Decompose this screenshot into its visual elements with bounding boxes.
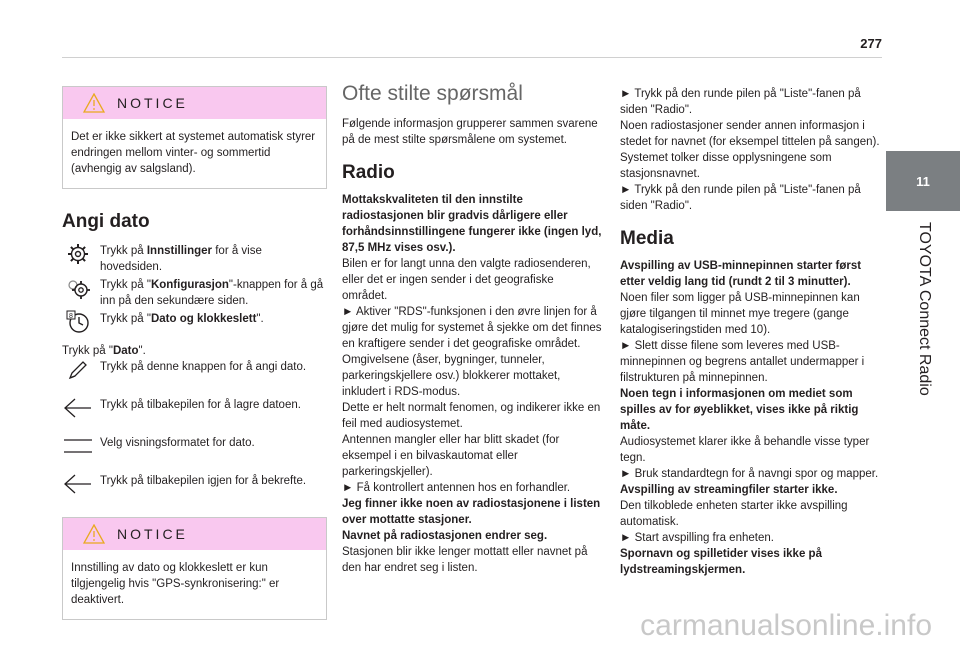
notice-text: Innstilling av dato og klokkeslett er kun tilgjengelig hvis "GPS-synkronisering:" er deaktivert.: [71, 562, 280, 606]
step-text: "-knappen for å gå inn på den sekundære siden.: [100, 279, 324, 307]
faq-answer: Stasjonen blir ikke lenger mottatt eller navnet på den har endret seg i listen.: [342, 546, 588, 574]
faq-answer: Systemet tolker disse opplysningene som stasjonsnavnet.: [620, 152, 832, 180]
faq-answer: ► Trykk på den runde pilen på "Liste"-fanen på siden "Radio".: [620, 88, 861, 116]
step-pencil: [62, 359, 327, 381]
faq-answer: ► Slett disse filene som leveres med USB-minnepinnen og begrens antallet undermapper i filstrukturen på minnepinnen.: [620, 340, 865, 384]
faq-title: Ofte stilte spørsmål: [342, 82, 523, 105]
warning-icon: [83, 524, 105, 544]
faq-intro: Følgende informasjon grupperer sammen svarene på de mest stilte spørsmålene om systemet.: [342, 118, 598, 146]
notice-box-2: [62, 517, 327, 620]
faq-answer: ► Bruk standardtegn for å navngi spor og mapper.: [620, 468, 879, 480]
notice-header: [63, 518, 326, 550]
faq-answer: Dette er helt normalt fenomen, og indikerer ikke en feil med audiosystemet.: [342, 402, 601, 430]
notice-box-1: [62, 86, 327, 189]
chapter-title: [904, 222, 942, 502]
pencil-icon: [67, 359, 89, 381]
faq-answer: Audiosystemet klarer ikke å behandle visse typer tegn.: [620, 436, 870, 464]
clock-calendar-icon: [66, 310, 90, 334]
dato-line-text: ".: [138, 345, 146, 357]
column-3: [620, 86, 882, 578]
step-text-bold: Innstillinger: [146, 245, 213, 257]
warning-icon: [83, 93, 105, 113]
step-text: Trykk på ": [100, 313, 151, 325]
step-date-time: [62, 311, 327, 333]
faq-question: Avspilling av streamingfiler starter ikke.: [620, 484, 838, 496]
faq-answer: ► Få kontrollert antennen hos en forhandler.: [342, 482, 571, 494]
notice-label: NOTICE: [117, 95, 188, 111]
step-text: ".: [256, 313, 264, 325]
step-text: for å vise hovedsiden.: [100, 245, 262, 273]
chapter-title-text: TOYOTA Connect Radio: [916, 222, 933, 396]
svg-text:8: 8: [69, 313, 73, 320]
notice-label: NOTICE: [117, 526, 188, 542]
dato-line-text: Trykk på ": [62, 345, 113, 357]
step-settings: [62, 243, 327, 275]
gear-icon: [67, 243, 89, 265]
section-heading-radio: Radio: [342, 162, 395, 183]
section-heading-angi-dato: Angi dato: [62, 211, 150, 232]
watermark: carmanualsonline.info: [640, 609, 932, 642]
double-gear-icon: [65, 277, 91, 299]
faq-answer: ► Trykk på den runde pilen på "Liste"-fanen på siden "Radio".: [620, 184, 861, 212]
back-arrow-icon: [63, 397, 93, 419]
faq-question: Jeg finner ikke noen av radiostasjonene i listen over mottatte stasjoner.: [342, 498, 601, 526]
faq-answer: Bilen er for langt unna den valgte radiosenderen, eller det er ingen sender i det geografiske området.: [342, 258, 591, 302]
step-text-bold: Dato og klokkeslett: [150, 313, 257, 325]
dato-line: [62, 343, 327, 359]
column-2: [342, 82, 602, 576]
faq-question: Avspilling av USB-minnepinnen starter først etter veldig lang tid (rundt 2 til 3 minutter).: [620, 260, 862, 288]
step-text: Trykk på: [100, 245, 147, 257]
step-configuration: [62, 277, 327, 309]
step-text: Velg visningsformatet for dato.: [100, 437, 255, 449]
faq-answer: Noen filer som ligger på USB-minnepinnen kan gjøre tilgangen til minnet mye tregere (gange katalogiseringstiden med 10).: [620, 292, 860, 336]
step-back-confirm: [62, 473, 327, 495]
back-arrow-icon: [63, 473, 93, 495]
faq-answer: ► Aktiver "RDS"-funksjonen i den øvre linjen for å gjøre det mulig for systemet å sjekke om det finnes en kraftigere sender i det geografiske området.: [342, 306, 602, 350]
faq-answer: Noen radiostasjoner sender annen informasjon i stedet for navnet (for eksempel tittelen på sangen).: [620, 120, 880, 148]
notice-text: Det er ikke sikkert at systemet automatisk styrer endringen mellom vinter- og sommertid (avhengig av salgsland).: [71, 131, 316, 175]
step-text: Trykk på denne knappen for å angi dato.: [100, 361, 307, 373]
faq-question: Navnet på radiostasjonen endrer seg.: [342, 530, 548, 542]
step-text: Trykk på ": [100, 279, 151, 291]
step-format: [62, 435, 327, 457]
section-heading-media: Media: [620, 228, 674, 249]
step-back-save: [62, 397, 327, 419]
step-text: Trykk på tilbakepilen igjen for å bekrefte.: [100, 475, 307, 487]
step-text: Trykk på tilbakepilen for å lagre datoen.: [100, 399, 301, 411]
chapter-tab[interactable]: [886, 151, 960, 211]
column-1: [62, 70, 327, 636]
top-rule: [62, 57, 882, 58]
faq-answer: ► Start avspilling fra enheten.: [620, 532, 774, 544]
dato-line-bold: Dato: [112, 345, 139, 357]
notice-header: [63, 87, 326, 119]
format-list-icon: [63, 437, 93, 455]
chapter-number: 11: [916, 173, 930, 189]
faq-question: Spornavn og spilletider vises ikke på lydstreamingskjermen.: [620, 548, 822, 576]
page-number: 277: [860, 36, 882, 51]
faq-answer: Antennen mangler eller har blitt skadet (for eksempel i en bilvaskautomat eller parkeringskjeller).: [342, 434, 560, 478]
faq-question: Noen tegn i informasjonen om mediet som spilles av for øyeblikket, vises ikke på riktig måte.: [620, 388, 859, 432]
faq-answer: Omgivelsene (åser, bygninger, tunneler, parkeringskjellere osv.) blokkerer mottaket, inkludert i RDS-modus.: [342, 354, 561, 398]
step-text-bold: Konfigurasjon: [150, 279, 229, 291]
faq-question: Mottakskvaliteten til den innstilte radiostasjonen blir gradvis dårligere eller forhåndsinnstillingene fungerer ikke (ingen lyd, 87,5 MHz vises osv.).: [342, 194, 602, 254]
faq-answer: Den tilkoblede enheten starter ikke avspilling automatisk.: [620, 500, 848, 528]
